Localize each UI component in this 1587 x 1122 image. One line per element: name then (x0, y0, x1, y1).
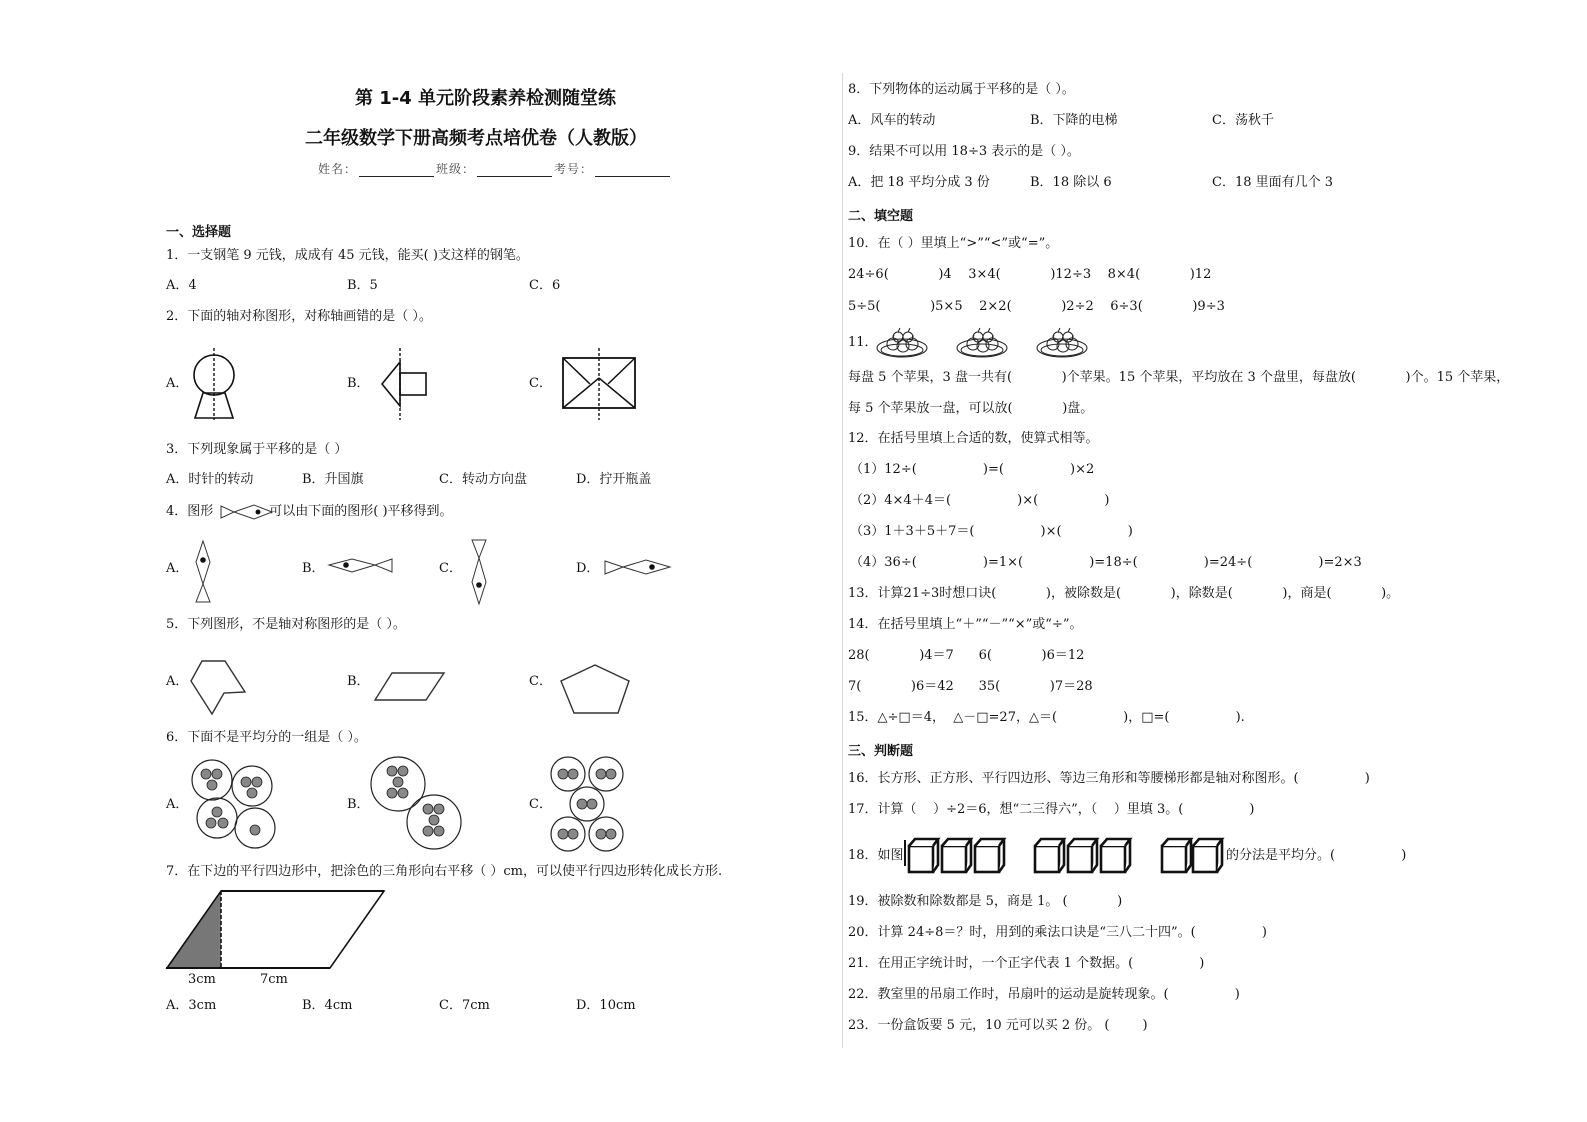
exam-no-field[interactable] (595, 165, 670, 177)
question-22-stem: 22．教室里的吊扇工作时，吊扇叶的运动是旋转现象。( ) (848, 987, 1240, 1002)
q10-row-2: 5÷5( )5×5 2×2( )2÷2 6÷3( )9÷3 (848, 299, 1225, 314)
column-divider (842, 73, 843, 1048)
q4-option-a[interactable]: A． (166, 561, 189, 576)
question-7-stem: 7．在下边的平行四边形中，把涂色的三角形向右平移（ ）cm，可以使平行四边形转化成长方形. (166, 864, 723, 879)
q4-stem-prefix: 4．图形 (166, 504, 214, 519)
question-5-stem: 5．下列图形，不是轴对称图形的是（ ）。 (166, 617, 406, 632)
q3-option-a[interactable]: A．时针的转动 (166, 472, 254, 487)
q2-option-c[interactable]: C． (529, 376, 552, 391)
q12-item-2: （2）4×4＋4＝( )×( ) (850, 493, 1110, 508)
q5-option-a[interactable]: A． (166, 674, 189, 689)
q11-line-2: 每 5 个苹果放一盘，可以放( )盘。 (848, 401, 1094, 416)
parallelogram-translation-figure-icon (166, 888, 388, 972)
q2-option-b[interactable]: B． (347, 376, 370, 391)
q1-option-c[interactable]: C．6 (529, 278, 561, 293)
question-8-stem: 8．下列物体的运动属于平移的是（ ）。 (848, 82, 1075, 97)
irregular-polygon-figure-icon (190, 660, 250, 716)
q1-option-b[interactable]: B．5 (347, 278, 378, 293)
arrow-figure-icon (382, 348, 432, 420)
q2-option-a[interactable]: A． (166, 376, 189, 391)
q3-option-b[interactable]: B．升国旗 (302, 472, 364, 487)
q14-row-1: 28( )4＝7 6( )6＝12 (848, 648, 1085, 663)
question-23-stem: 23．一份盒饭要 5 元，10 元可以买 2 份。 ( ) (848, 1018, 1148, 1033)
name-label: 姓名： (318, 162, 358, 176)
question-4-stem (166, 504, 453, 520)
question-14-stem: 14．在括号里填上“＋”“－”“×”或“÷”。 (848, 617, 1083, 632)
q6-option-b[interactable]: B． (347, 797, 370, 812)
question-17-stem: 17．计算（ ）÷2＝6，想“二三得六”，（ ）里填 3。( ) (848, 802, 1255, 817)
question-21-stem: 21．在用正字统计时，一个正字代表 1 个数据。( ) (848, 956, 1205, 971)
q7-option-a[interactable]: A．3cm (166, 998, 217, 1013)
q4-stem-suffix: 可以由下面的图形( )平移得到。 (269, 504, 453, 519)
q12-item-1: （1）12÷( )=( )×2 (850, 462, 1095, 477)
question-9-stem: 9．结果不可以用 18÷3 表示的是（ ）。 (848, 144, 1080, 159)
q14-row-2: 7( )6＝42 35( )7＝28 (848, 679, 1093, 694)
q12-item-4: （4）36÷( )=1×( )=18÷( )=24÷( )=2×3 (850, 555, 1362, 570)
q4-option-b[interactable]: B． (302, 561, 325, 576)
q3-option-d[interactable]: D．拧开瓶盖 (576, 472, 652, 487)
q6-option-a[interactable]: A． (166, 797, 189, 812)
question-3-stem: 3．下列现象属于平移的是（ ） (166, 442, 348, 457)
question-18-prefix: 18．如图 (848, 848, 904, 863)
q5-option-c[interactable]: C． (529, 674, 552, 689)
question-10-stem: 10．在（ ）里填上“>”“<”或“=”。 (848, 236, 1059, 251)
question-19-stem: 19．被除数和除数都是 5，商是 1。 ( ) (848, 894, 1123, 909)
question-13-stem: 13．计算21÷3时想口诀( )，被除数是( )，除数是( )，商是( )。 (848, 586, 1400, 601)
page-subtitle: 二年级数学下册高频考点培优卷（人教版） (305, 128, 647, 149)
bowtie-vertical-down-figure-icon (470, 538, 488, 606)
q3-option-c[interactable]: C．转动方向盘 (439, 472, 527, 487)
apple-plates-figure-icon (876, 326, 1091, 360)
class-field[interactable] (477, 165, 552, 177)
bowtie-right-figure-icon (604, 559, 672, 577)
question-15-stem: 15．△÷□＝4， △－□=27，△＝( )，□=( ). (848, 710, 1245, 725)
student-info-row (318, 160, 672, 177)
bowtie-reference-figure-icon (220, 504, 274, 520)
q5-option-b[interactable]: B． (347, 674, 370, 689)
q7-option-d[interactable]: D．10cm (576, 998, 636, 1013)
q7-option-c[interactable]: C．7cm (439, 998, 490, 1013)
question-6-stem: 6．下面不是平均分的一组是（ ）。 (166, 730, 367, 745)
q4-option-c[interactable]: C． (439, 561, 462, 576)
question-12-stem: 12．在括号里填上合适的数，使算式相等。 (848, 431, 1099, 446)
section-heading-judge: 三、判断题 (848, 744, 914, 759)
q9-option-c[interactable]: C．18 里面有几个 3 (1212, 175, 1334, 190)
page-title: 第 1-4 单元阶段素养检测随堂练 (355, 88, 617, 109)
question-16-stem: 16．长方形、正方形、平行四边形、等边三角形和等腰梯形都是轴对称图形。( ) (848, 771, 1370, 786)
question-11-number: 11． (848, 335, 878, 350)
bowtie-vertical-up-figure-icon (194, 540, 212, 606)
q8-option-c[interactable]: C．荡秋千 (1212, 113, 1274, 128)
q8-option-b[interactable]: B．下降的电梯 (1030, 113, 1118, 128)
q7-label-3cm: 3cm (188, 972, 216, 987)
cubes-groups-figure-icon (904, 836, 1226, 876)
q10-row-1: 24÷6( )4 3×4( )12÷3 8×4( )12 (848, 267, 1212, 282)
q9-option-a[interactable]: A．把 18 平均分成 3 份 (848, 175, 990, 190)
question-1-stem: 1．一支钢笔 9 元钱，成成有 45 元钱，能买( )支这样的钢笔。 (166, 248, 529, 263)
q6-option-c[interactable]: C． (529, 797, 552, 812)
q1-option-a[interactable]: A．4 (166, 278, 197, 293)
q9-option-b[interactable]: B．18 除以 6 (1030, 175, 1112, 190)
q7-label-7cm: 7cm (260, 972, 288, 987)
hearts-groups-b-figure-icon (370, 756, 462, 850)
question-18-suffix: 的分法是平均分。( ) (1226, 848, 1407, 863)
hearts-groups-a-figure-icon (190, 758, 280, 850)
hearts-groups-c-figure-icon (550, 756, 626, 852)
q7-option-b[interactable]: B．4cm (302, 998, 353, 1013)
bowtie-left-figure-icon (328, 557, 394, 575)
section-heading-fill: 二、填空题 (848, 209, 914, 224)
envelope-figure-icon (562, 348, 638, 420)
question-2-stem: 2．下面的轴对称图形，对称轴画错的是（ ）。 (166, 309, 432, 324)
exam-no-label: 考号： (554, 162, 594, 176)
pentagon-figure-icon (560, 664, 630, 714)
q11-line-1: 每盘 5 个苹果，3 盘一共有( )个苹果。15 个苹果，平均放在 3 个盘里，每盘放( )个。15 个苹果， (848, 370, 1510, 385)
name-field[interactable] (359, 165, 434, 177)
section-heading-choice: 一、选择题 (166, 225, 232, 240)
parallelogram-figure-icon (374, 672, 446, 702)
q8-option-a[interactable]: A．风车的转动 (848, 113, 936, 128)
q12-item-3: （3）1＋3＋5＋7＝( )×( ) (850, 524, 1133, 539)
circle-robot-figure-icon (188, 348, 238, 420)
q4-option-d[interactable]: D． (576, 561, 600, 576)
class-label: 班级： (436, 162, 476, 176)
question-20-stem: 20．计算 24÷8＝？时，用到的乘法口诀是“三八二十四”。( ) (848, 925, 1267, 940)
